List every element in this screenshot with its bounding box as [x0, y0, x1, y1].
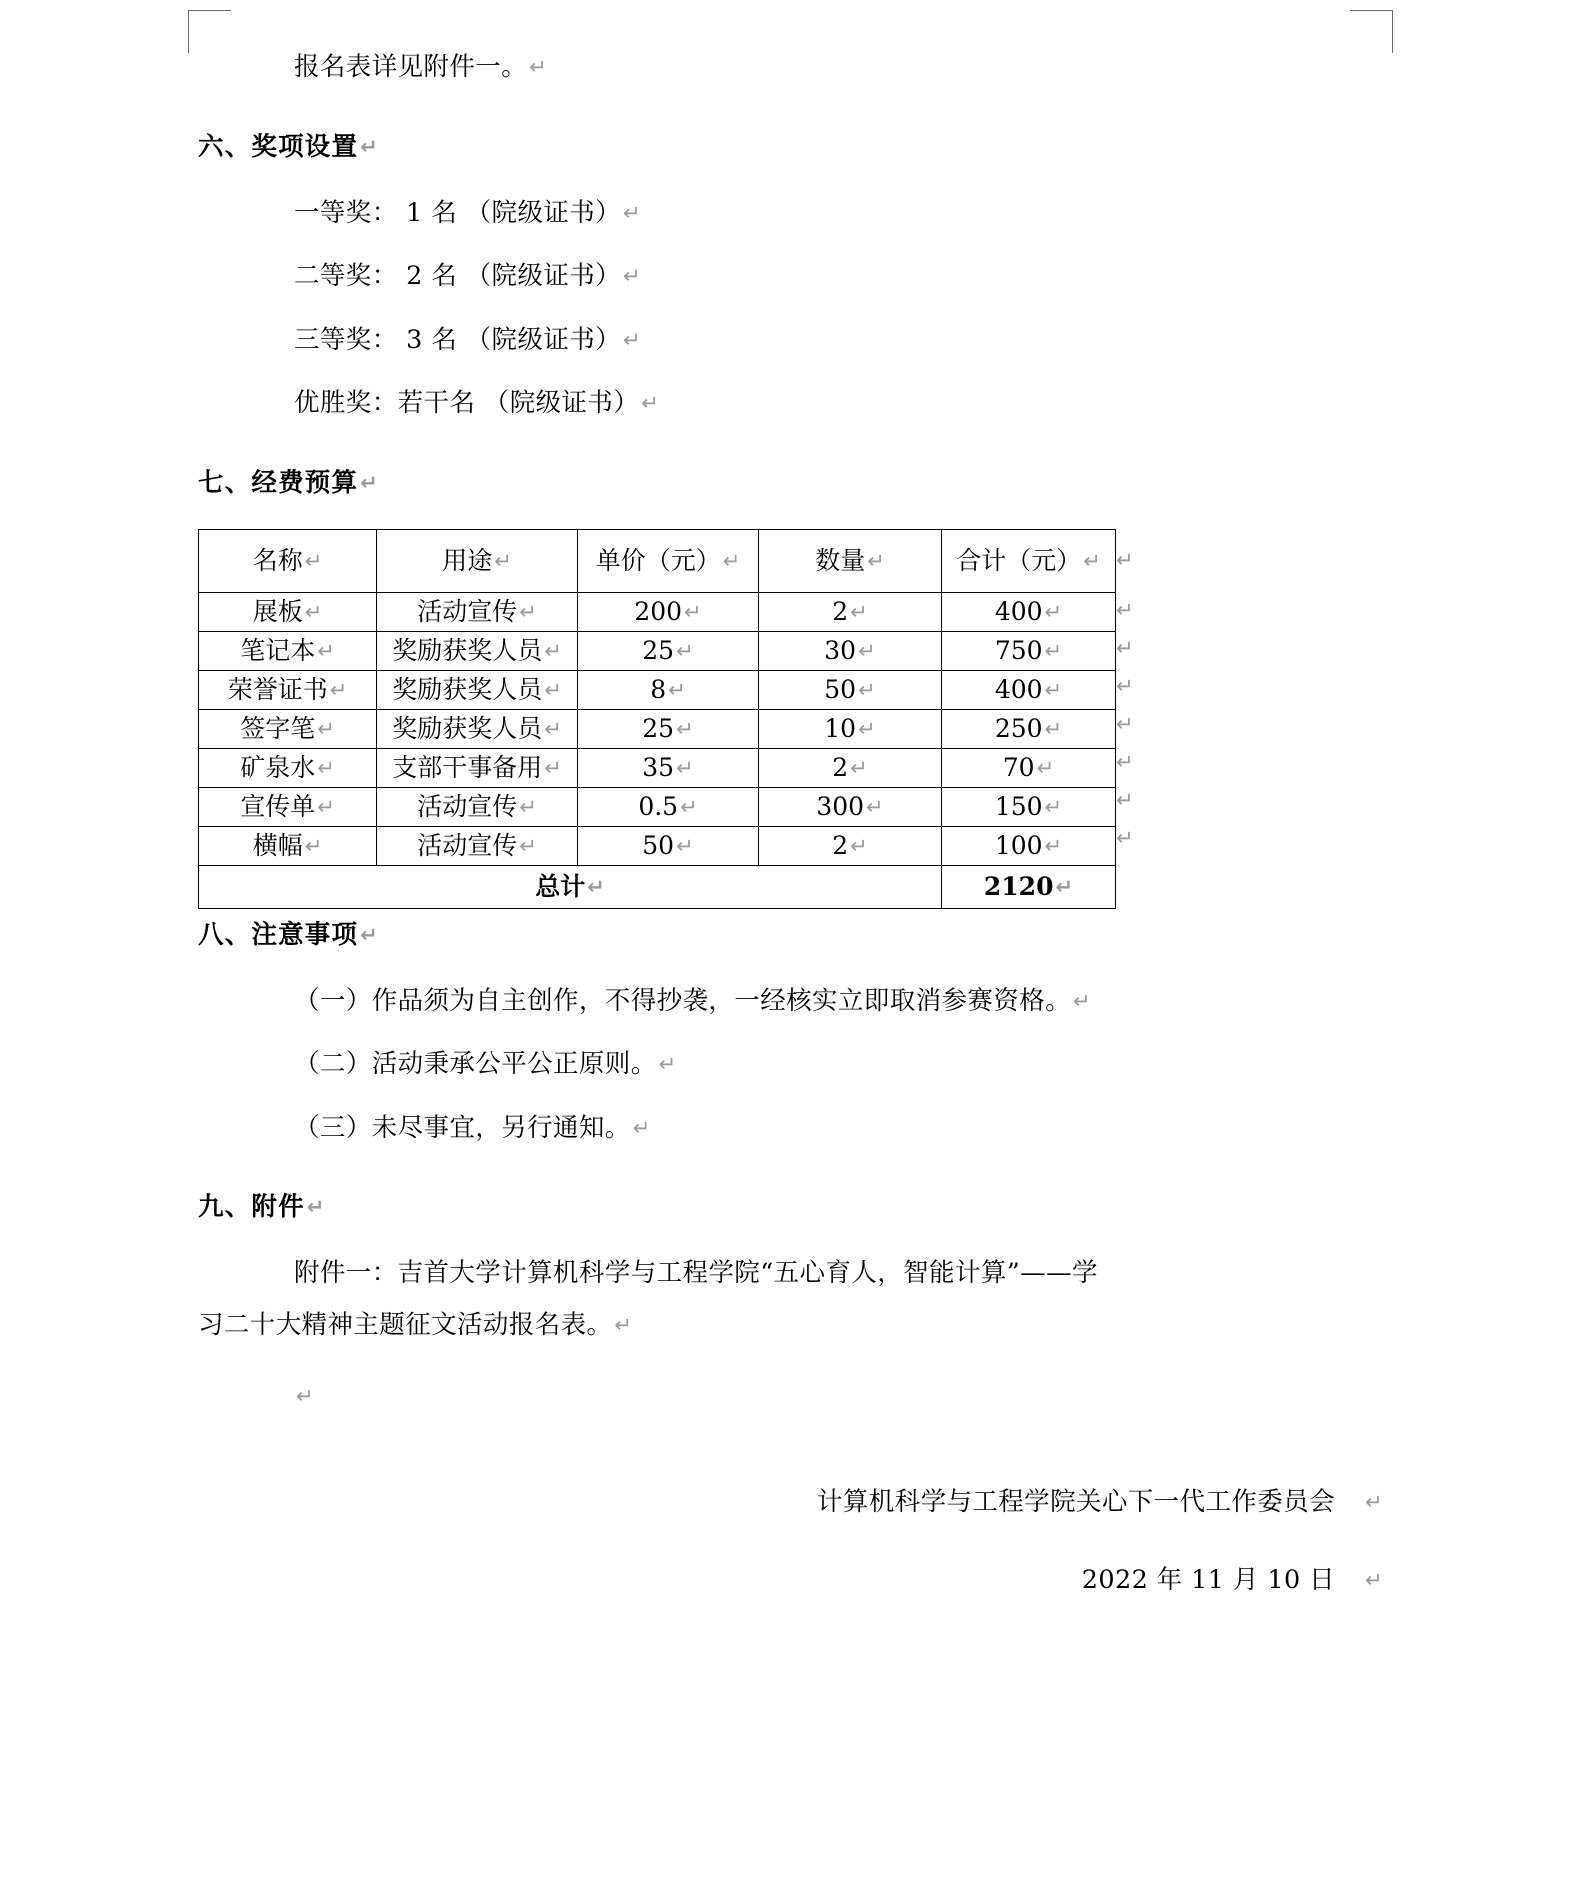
cell-text: 合计（元） [956, 546, 1082, 575]
cell-purpose [377, 748, 578, 787]
cell-total [942, 592, 1116, 631]
pilcrow-icon: ↵ [1055, 875, 1074, 899]
pilcrow-icon: ↵ [722, 549, 741, 573]
spacer [198, 290, 1383, 328]
spacer [198, 951, 1383, 989]
cell-total-value [942, 865, 1116, 908]
attachment-line-1 [198, 1258, 1383, 1288]
cell-quantity [759, 709, 942, 748]
spacer [198, 1338, 1383, 1384]
pilcrow-icon: ↵ [676, 639, 694, 663]
cell-text: 2 [832, 597, 849, 626]
attachment-text-2: 习二十大精神主题征文活动报名表。 [198, 1309, 613, 1340]
award-item-merit-prize [198, 388, 1383, 418]
pilcrow-icon: ↵ [329, 678, 348, 702]
table-header-cell-purpose [377, 529, 578, 592]
spacer [198, 1078, 1383, 1116]
pilcrow-icon: ↵ [623, 200, 642, 225]
cell-total [942, 670, 1116, 709]
cell-text: 70 [1002, 753, 1035, 782]
pilcrow-icon: ↵ [1044, 639, 1063, 663]
cell-text: 200 [634, 597, 683, 626]
pilcrow-icon: ↵ [614, 1312, 633, 1337]
pilcrow-icon: ↵ [304, 600, 323, 624]
pilcrow-icon: ↵ [544, 678, 562, 702]
cell-text: 展板 [252, 597, 303, 626]
cell-text: 矿泉水 [240, 753, 316, 782]
table-row [199, 592, 1116, 631]
cell-unit-price [578, 748, 759, 787]
cell-text: 50 [824, 675, 857, 704]
pilcrow-icon: ↵ [1365, 1567, 1383, 1592]
pilcrow-icon: ↵ [1116, 825, 1134, 850]
cell-text: 300 [816, 792, 865, 821]
cell-unit-price [578, 787, 759, 826]
note-item-text: （三）未尽事宜，另行通知。 [294, 1112, 631, 1143]
cell-text: 笔记本 [240, 636, 316, 665]
cell-text: 奖励获奖人员 [392, 714, 543, 743]
pilcrow-icon: ↵ [632, 1115, 651, 1140]
heading-attachment [198, 1187, 1383, 1223]
pilcrow-icon: ↵ [587, 875, 605, 899]
pilcrow-icon: ↵ [676, 834, 694, 858]
pilcrow-icon: ↵ [1116, 597, 1134, 622]
cell-purpose [377, 709, 578, 748]
pilcrow-icon: ↵ [306, 1195, 326, 1219]
cell-text: 活动宣传 [417, 792, 518, 821]
pilcrow-icon: ↵ [304, 834, 323, 858]
pilcrow-icon: ↵ [360, 134, 379, 159]
pilcrow-icon: ↵ [641, 391, 660, 415]
cell-text: 2 [832, 831, 849, 860]
pilcrow-icon: ↵ [858, 678, 876, 702]
cell-text: 横幅 [252, 831, 303, 860]
cell-name [199, 787, 377, 826]
pilcrow-icon: ↵ [317, 756, 335, 780]
cell-text: 总计 [535, 872, 586, 901]
pilcrow-icon: ↵ [850, 600, 868, 624]
signature-organization [198, 1482, 1383, 1518]
award-item-label: 二等奖： 2 名 （院级证书） [294, 261, 622, 291]
heading-notes-text: 八、注意事项 [198, 919, 359, 950]
cell-text: 750 [994, 636, 1043, 665]
cell-name [199, 748, 377, 787]
cell-text: 50 [642, 831, 675, 860]
pilcrow-icon: ↵ [623, 327, 642, 352]
cell-text: 奖励获奖人员 [392, 636, 543, 665]
table-row [199, 787, 1116, 826]
cell-name [199, 709, 377, 748]
cell-text: 35 [642, 753, 675, 782]
pilcrow-icon: ↵ [680, 795, 698, 819]
attachment-line-2 [198, 1309, 1383, 1340]
cell-text: 用途 [442, 546, 493, 575]
pilcrow-icon: ↵ [1365, 1489, 1383, 1514]
award-item-label: 一等奖： 1 名 （院级证书） [294, 197, 622, 228]
pilcrow-icon: ↵ [519, 834, 537, 858]
spacer [198, 163, 1383, 201]
award-item-second-prize [198, 261, 1383, 291]
heading-awards [198, 127, 1383, 163]
note-item-2 [198, 1049, 1383, 1079]
cell-total [942, 748, 1116, 787]
table-row [199, 748, 1116, 787]
table-header-row [199, 529, 1116, 592]
cell-text: 25 [642, 636, 675, 665]
table-row [199, 631, 1116, 670]
pilcrow-icon: ↵ [858, 717, 876, 741]
cell-text: 签字笔 [240, 714, 316, 743]
note-item-3 [198, 1112, 1383, 1143]
cell-text: 奖励获奖人员 [392, 675, 543, 704]
crop-mark-top-right [1350, 10, 1393, 53]
cell-text: 400 [994, 597, 1043, 626]
spacer [198, 1518, 1383, 1560]
cell-quantity [759, 631, 942, 670]
spacer [198, 1141, 1383, 1187]
spacer [198, 1410, 1383, 1482]
cell-text: 活动宣传 [417, 597, 518, 626]
table-total-row [199, 865, 1116, 908]
cell-text: 250 [994, 714, 1043, 743]
heading-awards-text: 六、奖项设置 [198, 131, 359, 162]
award-item-label: 三等奖： 3 名 （院级证书） [294, 324, 622, 355]
table-header-cell-name [199, 529, 377, 592]
pilcrow-icon: ↵ [623, 264, 642, 288]
cell-text: 活动宣传 [417, 831, 518, 860]
table-header-cell-unit-price [578, 529, 759, 592]
pilcrow-icon: ↵ [1083, 549, 1101, 573]
cell-text: 150 [994, 792, 1043, 821]
crop-mark-top-left [188, 10, 231, 53]
pilcrow-icon: ↵ [866, 795, 884, 819]
cell-purpose [377, 787, 578, 826]
table-row-end-marks [1116, 529, 1156, 857]
signature-date [198, 1560, 1383, 1596]
pilcrow-icon: ↵ [304, 549, 323, 573]
budget-table [198, 529, 1116, 909]
table-header-cell-quantity [759, 529, 942, 592]
cell-text: 支部干事备用 [392, 753, 543, 782]
pilcrow-icon: ↵ [360, 922, 379, 947]
note-item-1 [198, 985, 1383, 1016]
cell-text: 30 [824, 636, 857, 665]
spacer [198, 1014, 1383, 1052]
pilcrow-icon: ↵ [317, 717, 335, 741]
cell-quantity [759, 592, 942, 631]
spacer [198, 226, 1383, 264]
spacer [198, 417, 1383, 463]
note-item-text: （二）活动秉承公平公正原则。 [294, 1049, 657, 1079]
cell-total [942, 826, 1116, 865]
pilcrow-icon: ↵ [1044, 678, 1063, 702]
pilcrow-icon: ↵ [1073, 988, 1092, 1013]
heading-attachment-text: 九、附件 [198, 1192, 305, 1222]
pilcrow-icon: ↵ [850, 834, 868, 858]
table-row [199, 670, 1116, 709]
pilcrow-icon: ↵ [317, 639, 335, 663]
date-text: 2022 年 11 月 10 日 [1081, 1564, 1335, 1595]
pilcrow-icon: ↵ [858, 639, 876, 663]
cell-text: 8 [650, 675, 667, 704]
cell-text: 10 [824, 714, 857, 743]
intro-text: 报名表详见附件一。 [294, 52, 528, 82]
cell-text: 100 [994, 831, 1043, 860]
pilcrow-icon: ↵ [544, 717, 562, 741]
empty-paragraph [198, 1384, 1383, 1410]
pilcrow-icon: ↵ [1116, 787, 1134, 812]
cell-total [942, 709, 1116, 748]
budget-table-wrapper [198, 529, 1134, 909]
pilcrow-icon: ↵ [1044, 795, 1063, 819]
pilcrow-icon: ↵ [1044, 600, 1063, 624]
pilcrow-icon: ↵ [1044, 717, 1063, 741]
cell-unit-price [578, 631, 759, 670]
cell-text: 0.5 [638, 792, 679, 821]
heading-budget-text: 七、经费预算 [198, 467, 359, 498]
pilcrow-icon: ↵ [1116, 711, 1134, 736]
pilcrow-icon: ↵ [867, 549, 885, 573]
pilcrow-icon: ↵ [529, 55, 548, 79]
table-row [199, 709, 1116, 748]
cell-name [199, 670, 377, 709]
pilcrow-icon: ↵ [1116, 635, 1134, 660]
spacer [198, 81, 1383, 127]
cell-text: 宣传单 [240, 792, 316, 821]
cell-unit-price [578, 826, 759, 865]
cell-text: 2 [832, 753, 849, 782]
award-item-label: 优胜奖：若干名 （院级证书） [294, 388, 640, 418]
intro-paragraph [198, 52, 1383, 82]
attachment-text-1: 附件一：吉首大学计算机科学与工程学院“五心育人，智能计算”——学 [294, 1258, 1098, 1288]
table-header-cell-total [942, 529, 1116, 592]
cell-text: 2120 [983, 872, 1054, 901]
pilcrow-icon: ↵ [544, 756, 562, 780]
pilcrow-icon: ↵ [519, 795, 537, 819]
pilcrow-icon: ↵ [494, 549, 512, 573]
cell-purpose [377, 826, 578, 865]
pilcrow-icon: ↵ [658, 1052, 677, 1076]
cell-text: 数量 [815, 546, 866, 575]
spacer [198, 353, 1383, 391]
document-content [198, 52, 1383, 1596]
cell-total-label [199, 865, 942, 908]
cell-text: 400 [994, 675, 1043, 704]
cell-text: 25 [642, 714, 675, 743]
heading-budget [198, 463, 1383, 499]
organization-text: 计算机科学与工程学院关心下一代工作委员会 [816, 1486, 1335, 1517]
cell-name [199, 631, 377, 670]
cell-name [199, 592, 377, 631]
cell-text: 名称 [252, 546, 303, 575]
cell-name [199, 826, 377, 865]
cell-quantity [759, 787, 942, 826]
cell-quantity [759, 670, 942, 709]
pilcrow-icon: ↵ [317, 795, 335, 819]
pilcrow-icon: ↵ [1116, 547, 1134, 572]
spacer [198, 1223, 1383, 1261]
cell-unit-price [578, 670, 759, 709]
cell-purpose [377, 631, 578, 670]
cell-text: 荣誉证书 [227, 675, 328, 704]
note-item-text: （一）作品须为自主创作，不得抄袭，一经核实立即取消参赛资格。 [294, 985, 1072, 1016]
cell-quantity [759, 826, 942, 865]
cell-unit-price [578, 709, 759, 748]
pilcrow-icon: ↵ [1044, 834, 1063, 858]
pilcrow-icon: ↵ [668, 678, 686, 702]
pilcrow-icon: ↵ [1116, 749, 1134, 774]
cell-text: 单价（元） [595, 546, 721, 575]
cell-purpose [377, 670, 578, 709]
cell-unit-price [578, 592, 759, 631]
table-row [199, 826, 1116, 865]
pilcrow-icon: ↵ [296, 1384, 314, 1408]
award-item-third-prize [198, 324, 1383, 355]
pilcrow-icon: ↵ [1036, 756, 1055, 780]
pilcrow-icon: ↵ [850, 756, 868, 780]
pilcrow-icon: ↵ [684, 600, 702, 624]
pilcrow-icon: ↵ [676, 717, 694, 741]
award-item-first-prize [198, 197, 1383, 228]
pilcrow-icon: ↵ [519, 600, 537, 624]
pilcrow-icon: ↵ [1116, 673, 1134, 698]
heading-notes [198, 915, 1383, 951]
cell-total [942, 631, 1116, 670]
pilcrow-icon: ↵ [544, 639, 562, 663]
cell-quantity [759, 748, 942, 787]
pilcrow-icon: ↵ [676, 756, 694, 780]
pilcrow-icon: ↵ [360, 470, 379, 495]
cell-total [942, 787, 1116, 826]
cell-purpose [377, 592, 578, 631]
